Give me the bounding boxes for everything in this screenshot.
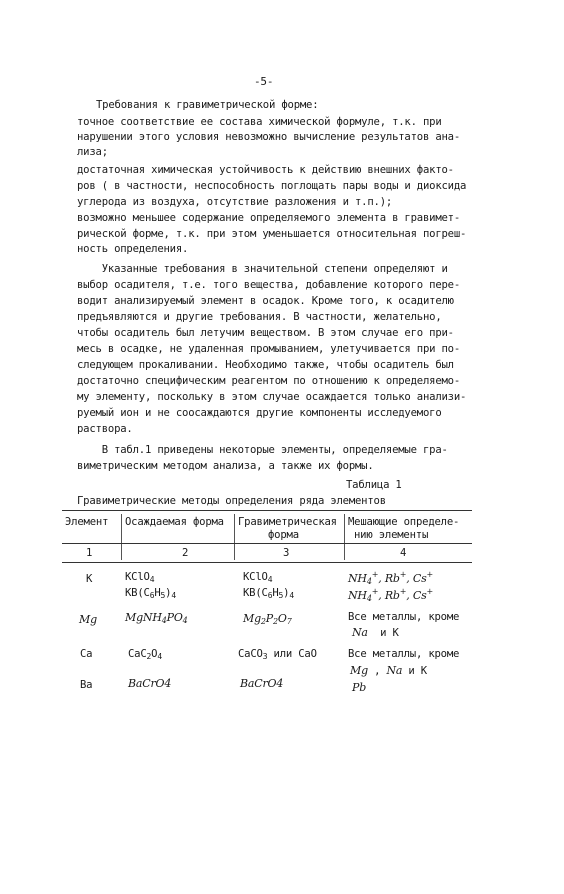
col-number-2: 2 [182, 547, 189, 559]
page-number: -5- [254, 75, 274, 88]
intro-heading: Требования к гравиметрической форме: [96, 99, 319, 111]
header-interferents-line2: нию элементы [354, 529, 429, 541]
req3-line-2: рической форме, т.к. при этом уменьшается относительная погреш- [77, 228, 467, 240]
row-ba-precip: BaCrO4 [128, 677, 172, 690]
col-divider-2 [234, 514, 235, 560]
para2-line-5: чтобы осадитель был летучим веществом. В этом случае его при- [77, 327, 454, 339]
para3-line-1: В табл.1 приведены некоторые элементы, определяемые гра- [77, 444, 448, 456]
header-precip-form: Осаждаемая форма [125, 516, 224, 528]
row-ca-interf-2: Mg , Na и K [350, 664, 427, 677]
header-grav-form: Гравиметрическая [238, 516, 337, 528]
para2-line-11: раствора. [77, 423, 133, 435]
row-k-grav-1: KClO$_4$ [243, 571, 273, 584]
table-title: Гравиметрические методы определения ряда элементов [77, 495, 386, 507]
row-mg-interf-2: Na и K [352, 626, 399, 639]
req2-line-2: ров ( в частности, неспособность поглощать пары воды и диоксида [77, 180, 467, 192]
para2-line-6: месь в осадке, не удаленная промыванием, улетучивается при по- [77, 343, 461, 355]
row-k-element: K [86, 573, 93, 585]
para3-line-2: виметрическим методом анализа, а также их формы. [77, 460, 374, 472]
para2-line-1: Указанные требования в значительной степени определяют и [77, 263, 448, 275]
row-mg-grav: $Mg_2P_2O_7$ [243, 612, 292, 626]
row-ca-interf-1: Все металлы, кроме [348, 648, 460, 660]
para2-line-3: водит анализируемый элемент в осадок. Кроме того, к осадителю [77, 295, 454, 307]
req2-line-1: достаточная химическая устойчивость к действию внешних факто- [77, 164, 454, 176]
row-k-interf-2: $NH_4^+$, Rb+, Cs+ [348, 587, 434, 603]
row-ca-element: Ca [80, 648, 93, 660]
para2-line-8: достаточно специфическим реагентом по отношению к определяемо- [77, 375, 461, 387]
req1-line-1: точное соответствие ее состава химической формуле, т.к. при [77, 116, 442, 128]
row-ba-element: Ba [80, 679, 93, 691]
row-k-precip-1: KClO$_4$ [125, 571, 155, 584]
req3-line-3: ность определения. [77, 243, 189, 255]
para2-line-4: предъявляются и другие требования. В частности, желательно, [77, 311, 442, 323]
table-label: Таблица 1 [346, 479, 402, 491]
col-number-4: 4 [400, 547, 407, 559]
para2-line-7: следующем прокаливании. Необходимо также, чтобы осадитель был [77, 359, 454, 371]
header-element: Элемент [65, 516, 109, 528]
para2-line-9: му элементу, поскольку в этом случае осаждается только анализи- [77, 391, 467, 403]
row-ba-interf: Pb [352, 681, 367, 694]
req2-line-3: углерода из воздуха, отсутствие разложения и т.п.); [77, 196, 393, 208]
para2-line-10: руемый ион и не соосаждаются другие компоненты исследуемого [77, 407, 442, 419]
row-mg-precip: $MgNH_4PO_4$ [125, 611, 188, 625]
header-rule [62, 543, 472, 544]
req3-line-1: возможно меньшее содержание определяемого элемента в гравимет- [77, 212, 461, 224]
header-interferents: Мешающие определе- [348, 516, 460, 528]
row-ba-grav: BaCrO4 [240, 677, 284, 690]
row-k-precip-2: $KB(C_6H_5)_4$ [125, 587, 176, 600]
row-k-grav-2: $KB(C_6H_5)_4$ [243, 587, 294, 600]
row-ca-grav: CaCO$_3$ или CaO [238, 648, 317, 661]
row-mg-interf-1: Все металлы, кроме [348, 611, 460, 623]
row-ca-precip: $CaC_2O_4$ [128, 648, 162, 661]
numbers-rule [62, 562, 472, 563]
row-mg-element: Mg [79, 613, 97, 626]
col-number-3: 3 [283, 547, 290, 559]
header-grav-form-line2: форма [268, 529, 299, 541]
col-divider-1 [121, 514, 122, 560]
req1-line-3: лиза; [77, 146, 108, 158]
para2-line-2: выбор осадителя, т.е. того вещества, добавление которого пере- [77, 279, 461, 291]
table-top-rule [62, 510, 472, 511]
col-divider-3 [344, 514, 345, 560]
req1-line-2: нарушении этого условия невозможно вычисление результатов ана- [77, 131, 461, 143]
row-k-interf-1: $NH_4^+$, Rb+, Cs+ [348, 570, 434, 586]
col-number-1: 1 [86, 547, 93, 559]
